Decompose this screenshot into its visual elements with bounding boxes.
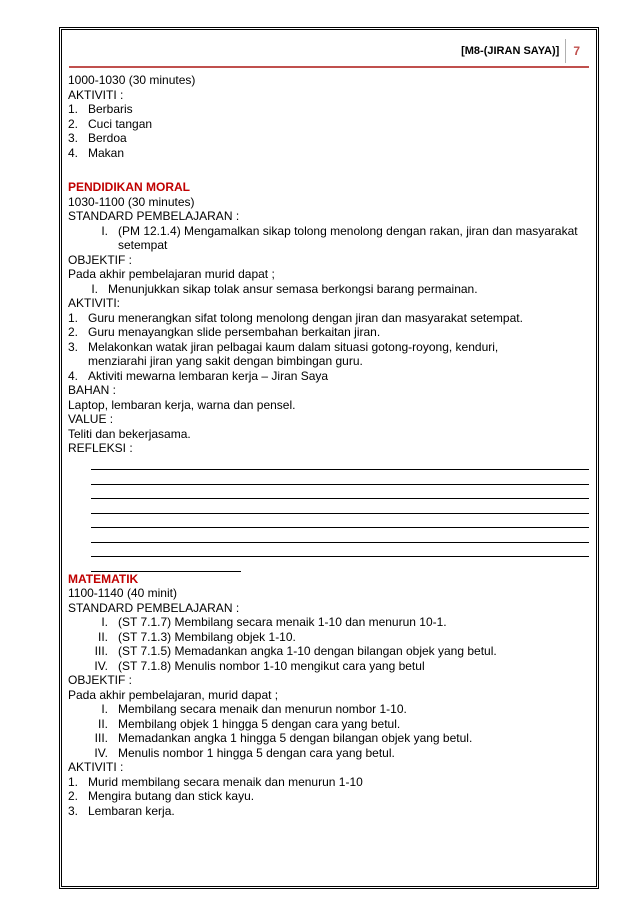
reflection-line — [91, 499, 589, 514]
objektif-intro: Pada akhir pembelajaran, murid dapat ; — [68, 687, 279, 702]
aktiviti-label: AKTIVITI : — [68, 87, 124, 102]
refleksi-label: REFLEKSI : — [68, 441, 133, 455]
standard-item: I. (PM 12.1.4) Mengamalkan sikap tolong menolong dengan rakan, jiran dan masyarakat setempat — [101, 223, 578, 252]
list-item: 2. Cuci tangan — [68, 116, 153, 131]
standard-item: III. (ST 7.1.5) Memadankan angka 1-10 dengan bilangan objek yang betul. — [94, 644, 497, 658]
objektif-item: IV. Menulis nombor 1 hingga 5 dengan cara yang betul. — [94, 745, 395, 760]
list-item-continuation: menziarahi jiran yang sakit dengan bimbingan guru. — [88, 354, 363, 368]
standard-label: STANDARD PEMBELAJARAN : — [68, 209, 240, 223]
session-time: 1030-1100 (30 minutes) — [68, 194, 195, 209]
reflection-line — [91, 528, 589, 543]
list-item: 1. Guru menerangkan sifat tolong menolong dengan jiran dan masyarakat setempat. — [68, 310, 523, 325]
bahan-label: BAHAN : — [68, 383, 117, 397]
section-title-moral: PENDIDIKAN MORAL — [68, 180, 190, 194]
list-item: 3. Lembaran kerja. — [68, 803, 175, 818]
list-item: 4. Aktiviti mewarna lembaran kerja – Jiran Saya — [68, 368, 329, 383]
objektif-item: I. Membilang secara menaik dan menurun nombor 1-10. — [101, 702, 407, 716]
list-item: 4. Makan — [68, 145, 125, 160]
reflection-line — [91, 543, 589, 558]
header-rule — [69, 66, 589, 68]
page-number: 7 — [573, 44, 580, 58]
objektif-item: I. Menunjukkan sikap tolak ansur semasa berkongsi barang permainan. — [91, 281, 478, 296]
list-item: 3. Berdoa — [68, 131, 127, 145]
value-label: VALUE : — [68, 412, 114, 426]
reflection-line — [91, 470, 589, 485]
reflection-line — [91, 514, 589, 529]
page-border — [59, 27, 599, 889]
page-header — [455, 39, 587, 63]
list-item: 2. Guru menayangkan slide persembahan berkaitan jiran. — [68, 325, 381, 339]
objektif-label: OBJEKTIF : — [68, 252, 133, 267]
session-time: 1000-1030 (30 minutes) — [68, 73, 196, 87]
aktiviti-label: AKTIVITI: — [68, 296, 121, 310]
list-item: 1. Murid membilang secara menaik dan menurun 1-10 — [68, 774, 363, 789]
session-time: 1100-1140 (40 minit) — [68, 586, 177, 600]
standard-item: IV. (ST 7.1.8) Menulis nombor 1-10 mengikut cara yang betul — [94, 658, 425, 673]
section-title-matematik: MATEMATIK — [68, 571, 139, 586]
header-title: [M8-(JIRAN SAYA)] — [461, 45, 560, 57]
standard-label: STANDARD PEMBELAJARAN : — [68, 600, 240, 615]
reflection-line — [91, 485, 589, 500]
aktiviti-label: AKTIVITI : — [68, 760, 124, 774]
document-body — [68, 73, 592, 818]
bahan-text: Laptop, lembaran kerja, warna dan pensel. — [68, 397, 296, 412]
objektif-item: III. Memadankan angka 1 hingga 5 dengan bilangan objek yang betul. — [94, 731, 473, 745]
list-item: 2. Mengira butang dan stick kayu. — [68, 789, 255, 803]
objektif-intro: Pada akhir pembelajaran murid dapat ; — [68, 267, 275, 281]
reflection-line — [91, 456, 589, 471]
objektif-label: OBJEKTIF : — [68, 673, 133, 687]
objektif-item: II. Membilang objek 1 hingga 5 dengan cara yang betul. — [97, 716, 401, 731]
list-item: 3. Melakonkan watak jiran pelbagai kaum dalam situasi gotong-royong, kenduri, — [68, 339, 499, 354]
list-item: 1. Berbaris — [68, 102, 133, 116]
standard-item: I. (ST 7.1.7) Membilang secara menaik 1-10 dan menurun 10-1. — [101, 615, 447, 629]
value-text: Teliti dan bekerjasama. — [68, 426, 191, 441]
reflection-line — [91, 557, 241, 572]
standard-item: II. (ST 7.1.3) Membilang objek 1-10. — [97, 629, 296, 644]
